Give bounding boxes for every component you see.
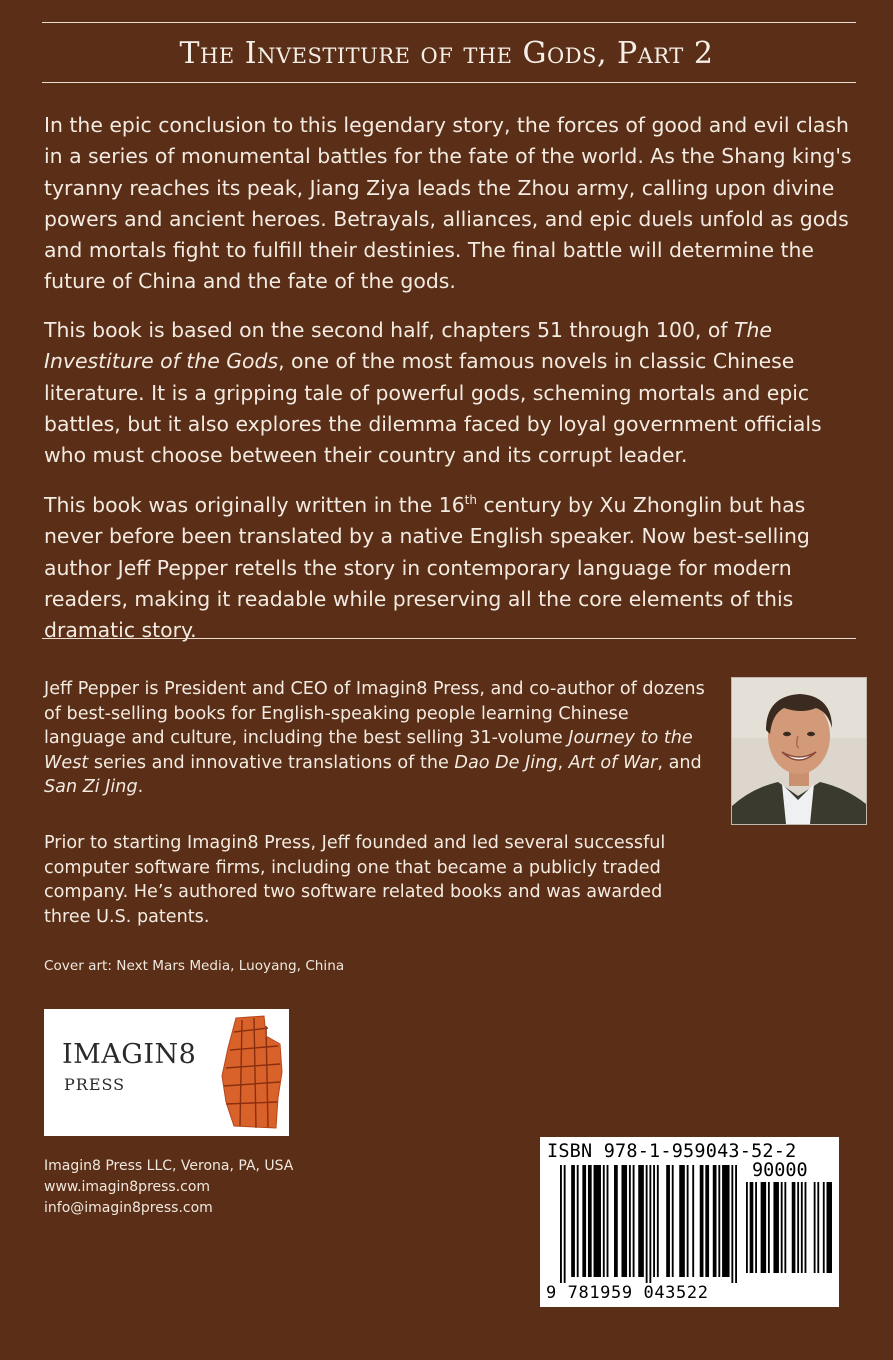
barcode-bar [582, 1165, 586, 1277]
p3-text-b: century by Xu Zhonglin but has never before been translated by a native English speaker. Now best-selling author Jeff Pepper retells the story in contemporary language for modern readers, making it readable while preserving all the core elements of this dramatic story. [44, 493, 810, 643]
barcode-bar [722, 1165, 729, 1277]
barcode-bar [629, 1165, 631, 1277]
barcode-bar [653, 1165, 655, 1277]
barcode-bar [761, 1182, 766, 1273]
author-bio-paragraph [44, 677, 714, 800]
isbn-barcode [540, 1137, 839, 1307]
p3-superscript: th [464, 493, 477, 508]
logo-name: IMAGIN8 [62, 1039, 197, 1070]
title-rule [42, 82, 856, 83]
ean-digits: 9 781959 043522 [546, 1283, 709, 1303]
barcode-bar [692, 1165, 694, 1277]
description-paragraph-3 [44, 490, 854, 646]
p2-text-a: This book is based on the second half, chapters 51 through 100, of [44, 318, 735, 342]
barcode-bar [750, 1182, 754, 1273]
ean-barcode-bars [560, 1165, 737, 1283]
bio-text-i: . [137, 777, 144, 797]
barcode-bar [718, 1165, 720, 1277]
cover-art-credit: Cover art: Next Mars Media, Luoyang, China [44, 958, 345, 974]
barcode-bar [666, 1165, 670, 1277]
barcode-bar [814, 1182, 816, 1273]
bio-title-journey: Journey to the West [44, 728, 693, 773]
publisher-address: Imagin8 Press LLC, Verona, PA, USA [44, 1158, 294, 1174]
barcode-bar [621, 1165, 627, 1277]
barcode-bar [564, 1165, 566, 1283]
barcode-bar [797, 1182, 799, 1273]
barcode-bar [577, 1165, 579, 1277]
bio-text-e: , [557, 752, 569, 773]
addon-barcode-bars [746, 1182, 832, 1279]
barcode-bar [735, 1165, 737, 1283]
barcode-bar [607, 1165, 609, 1277]
barcode-bar [755, 1182, 757, 1273]
price-code: 90000 [752, 1160, 808, 1181]
barcode-bar [679, 1165, 685, 1277]
author-career-paragraph: Prior to starting Imagin8 Press, Jeff founded and led several successful computer software firms, including one that became a publicly traded company. He’s authored two software related books and was awarded three U.S. patents. [44, 833, 666, 927]
publisher-website-link[interactable]: www.imagin8press.com [44, 1179, 211, 1195]
barcode-bar [768, 1182, 770, 1273]
bio-title-art: Art of War [568, 752, 658, 773]
top-rule [42, 22, 856, 23]
bio-title-sanzi: San Zi Jing [44, 777, 138, 797]
barcode-bar [687, 1165, 689, 1277]
barcode-bar [817, 1182, 819, 1273]
author-portrait-icon [732, 678, 866, 824]
p3-text-a: This book was originally written in the 16 [44, 493, 465, 517]
book-title: The Investiture of the Gods, Part 2 [179, 36, 714, 71]
barcode-bar [571, 1165, 575, 1277]
barcode-bar [657, 1165, 659, 1277]
barcode-bar [781, 1182, 783, 1273]
p2-text-c: , one of the most famous novels in classic Chinese literature. It is a gripping tale of powerful gods, scheming mortals and epic battles, but it also explores the dilemma faced by loyal government officials who must choose between their country and its corrupt leader. [44, 349, 822, 468]
description-paragraph-2 [44, 315, 854, 471]
logo-subtitle: PRESS [64, 1075, 126, 1094]
barcode-bar [773, 1182, 778, 1273]
barcode-bar [646, 1165, 648, 1283]
isbn-number: ISBN 978-1-959043-52-2 [547, 1141, 797, 1162]
barcode-bar [784, 1182, 786, 1273]
barcode-bar [731, 1165, 733, 1283]
publisher-logo [44, 1009, 289, 1136]
barcode-bar [823, 1182, 825, 1273]
barcode-bar [801, 1182, 803, 1273]
publisher-email-link[interactable]: info@imagin8press.com [44, 1200, 213, 1216]
barcode-bar [805, 1182, 807, 1273]
barcode-bar [672, 1165, 674, 1277]
p2-book-title: The Investiture of the Gods [44, 318, 772, 374]
barcode-bar [588, 1165, 592, 1277]
barcode-bar [827, 1182, 832, 1273]
author-photo [731, 677, 867, 825]
bio-text-c: series and innovative translations of the [88, 752, 455, 773]
bio-title-dao: Dao De Jing [454, 752, 558, 773]
barcode-bar [603, 1165, 605, 1277]
barcode-bar [700, 1165, 704, 1277]
description-paragraph-1: In the epic conclusion to this legendary story, the forces of good and evil clash in a series of monumental battles for the fate of the world. As the Shang king's tyranny reaches its peak, Jiang Ziya leads the Zhou army, calling upon divine powers and ancient heroes. Betrayals, alliances, and epic duels unfold as gods and mortals fight to fulfill their destinies. The final battle will determine the future of China and the fate of the gods. [44, 113, 852, 294]
barcode-bar [746, 1182, 748, 1273]
barcode-bar [614, 1165, 618, 1277]
barcode-bar [713, 1165, 717, 1277]
barcode-bar [633, 1165, 635, 1277]
barcode-bar [649, 1165, 651, 1283]
barcode-bar [705, 1165, 709, 1277]
publisher-contact [44, 1156, 293, 1219]
section-rule [42, 638, 856, 639]
bio-text-a: Jeff Pepper is President and CEO of Imagin8 Press, and co-author of dozens of best-selling books for English-speaking people learning Chinese language and culture, including the best selling 31-volume [44, 679, 705, 748]
bio-text-g: , and [657, 752, 702, 773]
barcode-bar [594, 1165, 601, 1277]
barcode-bar [560, 1165, 562, 1283]
barcode-bar [792, 1182, 796, 1273]
junk-sail-icon [220, 1014, 284, 1131]
barcode-bar [638, 1165, 644, 1277]
